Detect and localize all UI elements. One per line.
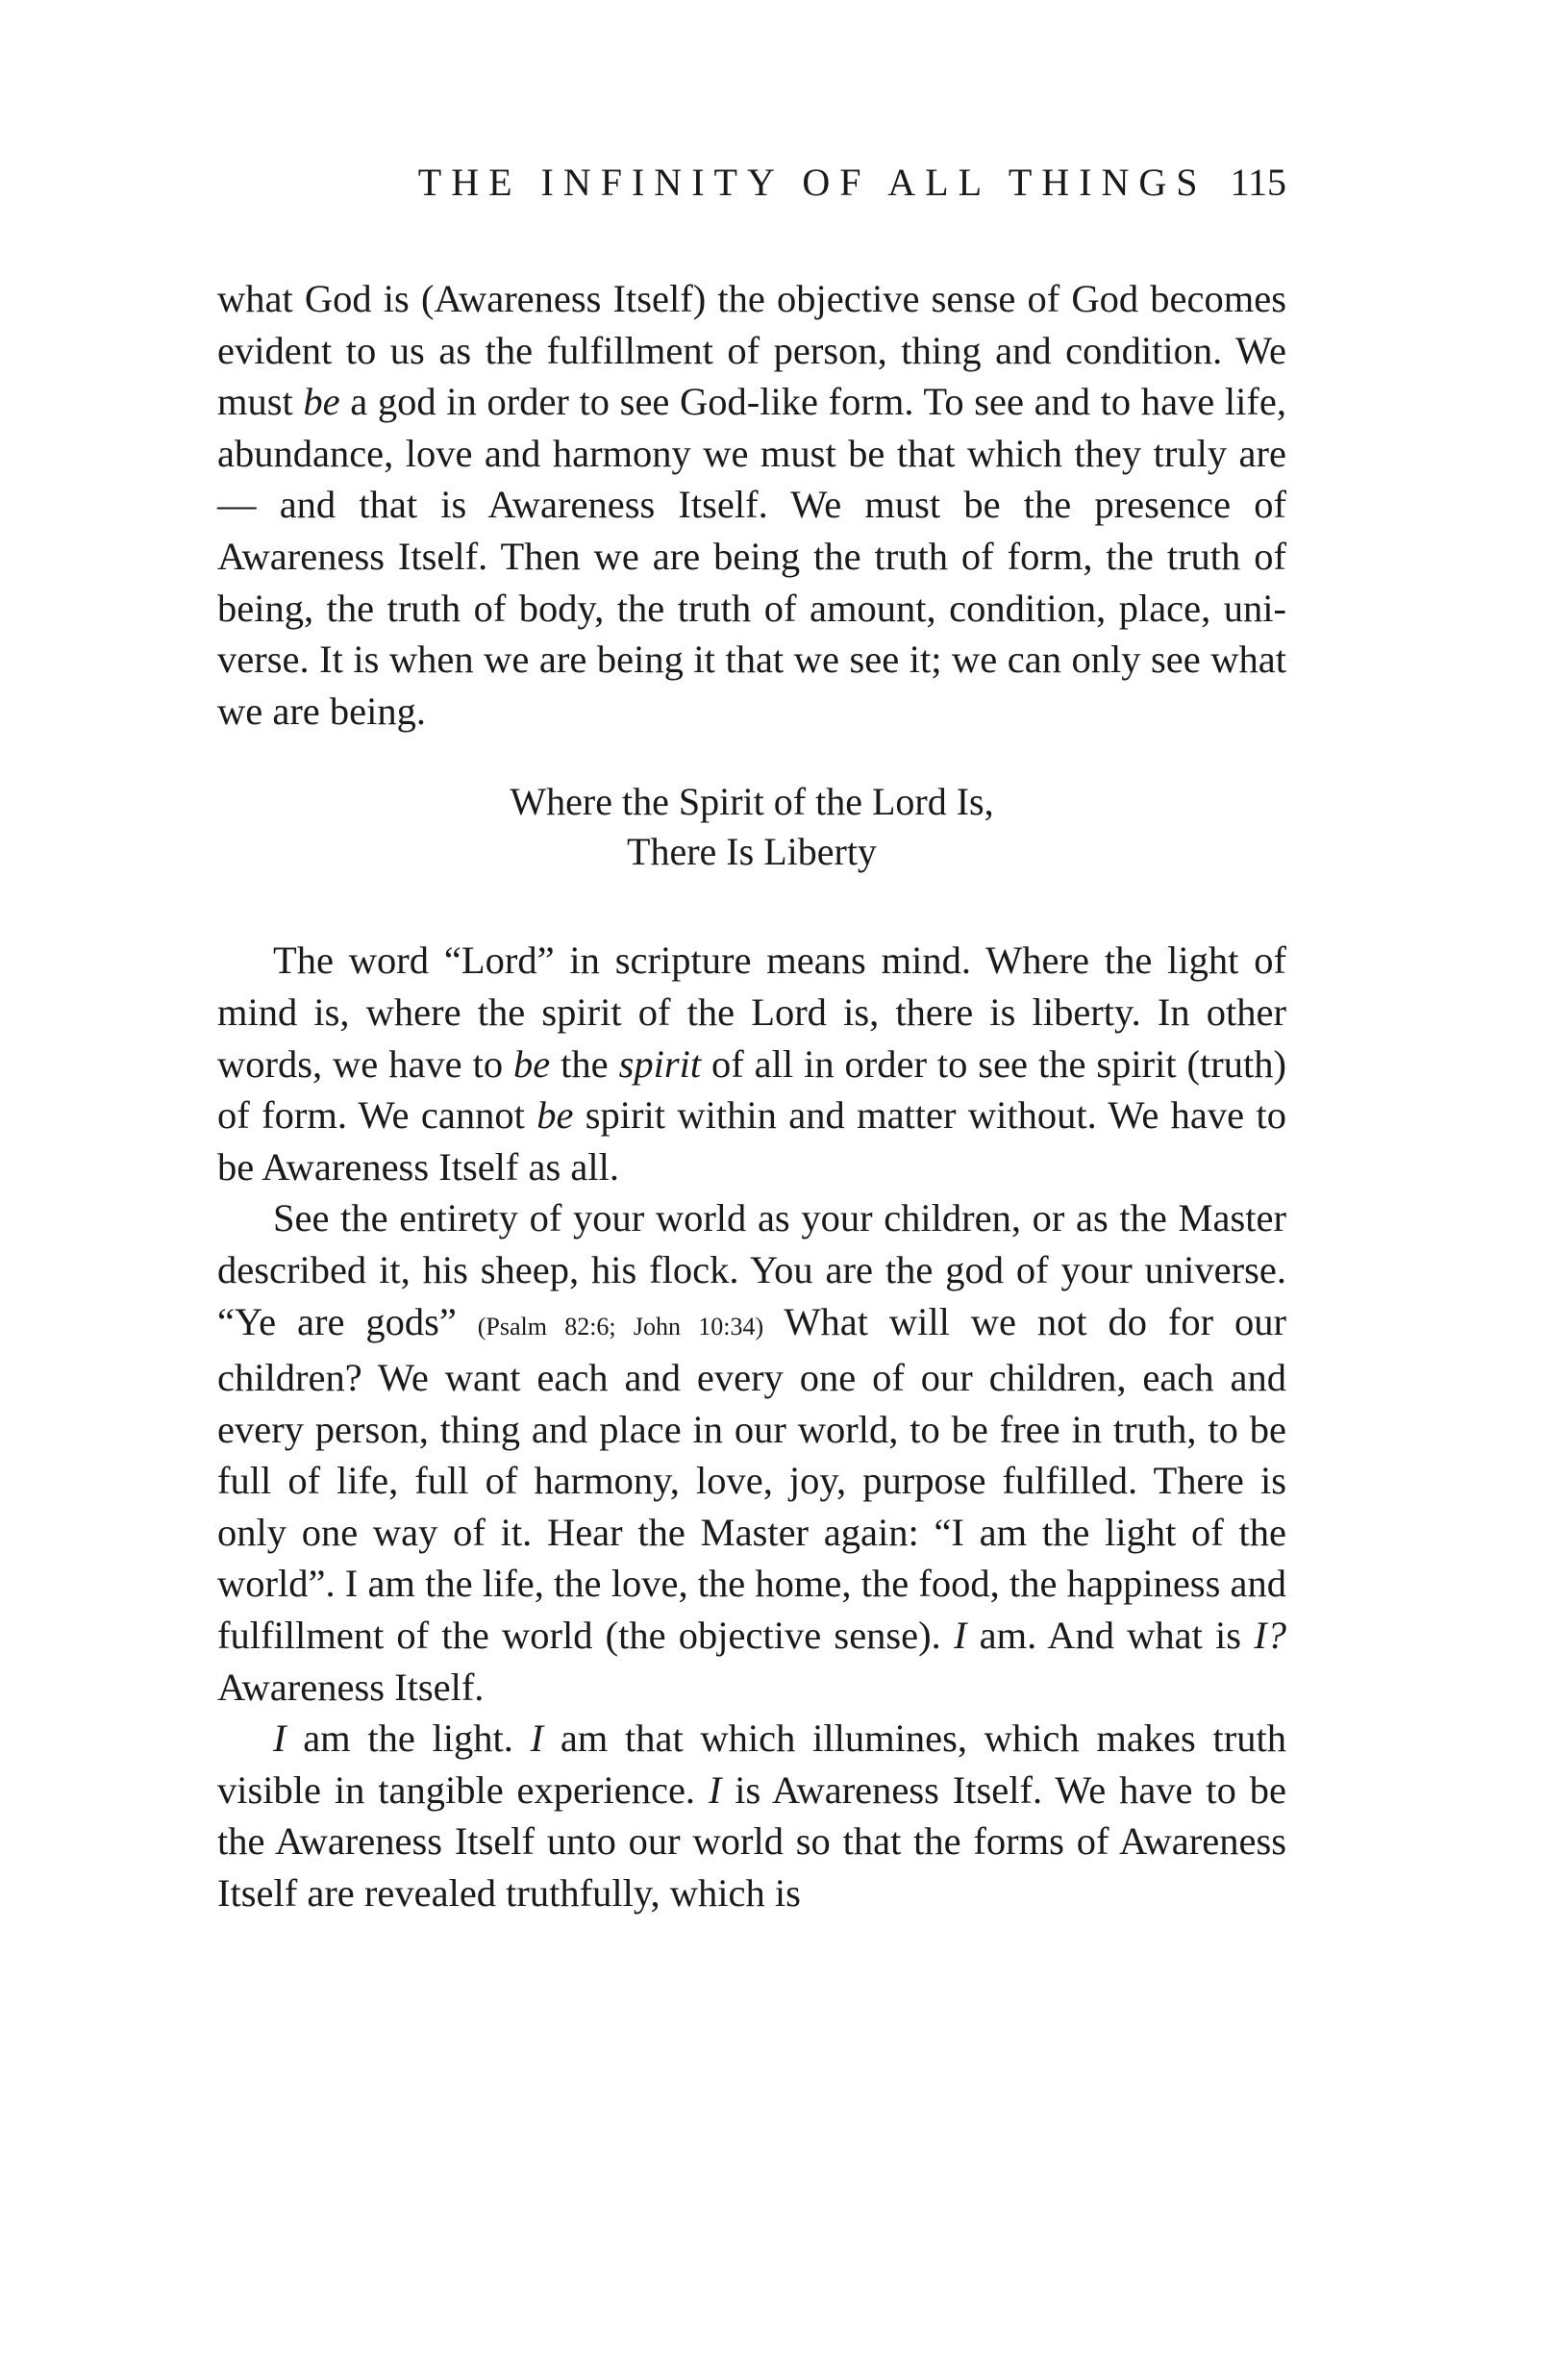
running-head-title: THE INFINITY OF ALL THINGS: [417, 161, 1208, 204]
paragraph-3-text-2: What will we not do for our children? We want each and every one of our children, each and every person, thing and place in our world, to be free in truth, to be full of life, full of harmony, love, joy, purpose fulfilled. There is only one way of it. Hear the Master again: “I am the light of the world”. I am the life, the love, the home, the food, the happiness and fulfillment of the world (the objective sense).: [217, 1299, 1287, 1658]
paragraph-3-italic-2: I?: [1254, 1614, 1286, 1658]
paragraph-2-italic-2: spirit: [618, 1041, 702, 1086]
paragraph-1-text-2: a god in order to see God-like form. To see and to have life, abundance, love and harmony we must be that which they truly are — and that is Awareness Itself. We must be the presence of Awareness Itself. Then we are being the truth of form, the truth of being, the truth of body, the truth of amount, condition, place, universe. It is when we are being it that we see it; we can only see what we are being.: [217, 380, 1287, 733]
paragraph-3-text-1: See the entirety of your world as your children, or as the Master described it, his sheep, his flock. You are the god of your universe. “Ye are gods”: [217, 1196, 1286, 1343]
section-heading-line-1: Where the Spirit of the Lord Is,: [510, 780, 994, 824]
paragraph-2-text-4: spirit within and matter without. We have to be Awareness Itself as all.: [217, 1093, 1286, 1189]
paragraph-1-italic-1: be: [303, 380, 340, 424]
running-head: [217, 154, 1286, 212]
paragraph-1: [217, 273, 1286, 737]
book-page: [217, 154, 1286, 1919]
paragraph-3-text-4: Awareness Itself.: [217, 1665, 485, 1709]
paragraph-3-italic-1: I: [953, 1614, 967, 1658]
paragraph-4-text-1: am the light.: [286, 1716, 531, 1761]
paragraph-2-text-1: The word “Lord” in scripture means mind. Where the light of mind is, where the spirit of the Lord is, there is liberty. In other words, we have to: [217, 939, 1286, 1086]
paragraph-4-text-2: am that which illumines, which makes truth visible in tangible experience.: [217, 1716, 1286, 1812]
paragraph-3: [217, 1192, 1286, 1713]
paragraph-4-italic-2: I: [530, 1716, 544, 1761]
paragraph-4-text-3: is Awareness Itself. We have to be the Awareness Itself unto our world so that the forms of Awareness Itself are revealed truthfully, which is: [217, 1767, 1286, 1916]
paragraph-3-text-3: am. And what is: [966, 1614, 1255, 1658]
page-number: 115: [1230, 161, 1286, 204]
paragraph-2-text-2: the: [550, 1041, 619, 1086]
section-heading: [217, 777, 1286, 877]
paragraph-2: [217, 935, 1286, 1192]
paragraph-2-italic-1: be: [513, 1041, 551, 1086]
paragraph-1-text-1: what God is (Awareness Itself) the objective sense of God becomes evident to us as the fulfillment of person, thing and condition. We must: [217, 277, 1286, 424]
paragraph-2-text-3: of all in order to see the spirit (truth) of form. We cannot: [217, 1041, 1286, 1138]
paragraph-4-italic-1: I: [273, 1716, 287, 1761]
section-heading-line-2: There Is Liberty: [627, 830, 877, 874]
paragraph-4-italic-3: I: [708, 1767, 722, 1812]
scripture-citation: (Psalm 82:6; John 10:34): [477, 1312, 764, 1340]
paragraph-2-italic-3: be: [536, 1093, 574, 1138]
paragraph-4: [217, 1713, 1286, 1918]
